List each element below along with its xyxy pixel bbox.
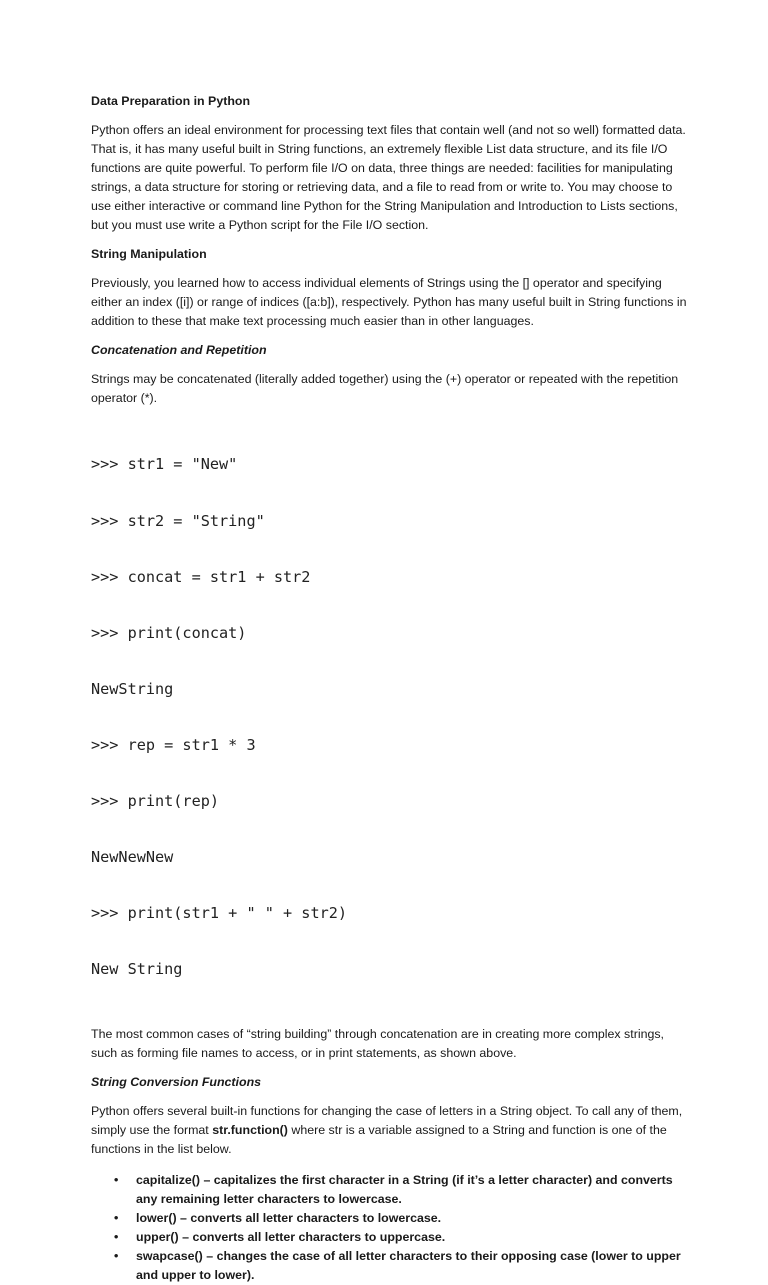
- code-line: NewString: [91, 679, 174, 698]
- intro-paragraph: Python offers an ideal environment for processing text files that contain well (and not so well) formatted data. That is, it has many useful built in String functions, an extremely flexible List data structure, and its file I/O functions are quite powerful. To perform file I/O on data, three things are needed: facilities for manipulating strings, a data structure for storing or retrieving data, and a file to read from or write to. You may choose to use either interactive or command line Python for the String Manipulation and Introduction to Lists sections, but you must use write a Python script for the File I/O section.: [91, 123, 686, 232]
- code-line: >>> str1 = "New": [91, 455, 238, 474]
- code-line: New String: [91, 960, 183, 979]
- code-block: [91, 418, 691, 1016]
- list-item-text: swapcase() – changes the case of all letter characters to their opposing case (lower to upper and upper to lower).: [136, 1249, 681, 1283]
- code-line: NewNewNew: [91, 848, 174, 867]
- list-item-text: lower() – converts all letter characters to lowercase.: [136, 1211, 442, 1226]
- bullet-icon: •: [114, 1249, 119, 1264]
- code-line: >>> str2 = "String": [91, 511, 265, 530]
- concatenation-paragraph: Strings may be concatenated (literally added together) using the (+) operator or repeated with the repetition operator (*).: [91, 372, 679, 405]
- conversion-paragraph-end: where str is a variable assigned to a String and function is one of the functions in the list below.: [91, 1123, 667, 1157]
- list-item: [91, 1171, 691, 1209]
- list-item: [91, 1228, 691, 1247]
- code-line: >>> concat = str1 + str2: [91, 567, 311, 586]
- list-item: [91, 1209, 691, 1228]
- inline-code-format: str.function(): [212, 1123, 288, 1138]
- list-item-text: capitalize() – capitalizes the first character in a String (if it’s a letter character) and converts any remaining letter characters to lowercase.: [136, 1173, 673, 1207]
- document-title: Data Preparation in Python: [91, 94, 251, 108]
- concatenation-after-paragraph: The most common cases of “string building” through concatenation are in creating more complex strings, such as forming file names to access, or in print statements, as shown above.: [91, 1027, 664, 1061]
- code-line: >>> print(concat): [91, 623, 247, 642]
- string-manipulation-paragraph: Previously, you learned how to access individual elements of Strings using the [] operator and specifying either an index ([i]) or range of indices ([a:b]), respectively. Python has many useful built in String functions in addition to these that make text processing much easier than in other languages.: [91, 276, 687, 328]
- code-line: >>> rep = str1 * 3: [91, 735, 256, 754]
- bullet-icon: •: [114, 1173, 119, 1188]
- list-item: [91, 1247, 691, 1285]
- conversion-paragraph-start: Python offers several built-in functions for changing the case of letters in a String object. To call any of them, simply use the format: [91, 1104, 683, 1138]
- code-line: >>> print(rep): [91, 791, 220, 810]
- list-item-text: upper() – converts all letter characters to uppercase.: [136, 1230, 446, 1245]
- conversion-paragraph: [91, 1102, 691, 1159]
- code-line: >>> print(str1 + " " + str2): [91, 904, 348, 923]
- document-page: [91, 92, 691, 1285]
- string-manipulation-heading: String Manipulation: [91, 247, 207, 261]
- function-list: [91, 1171, 691, 1285]
- bullet-icon: •: [114, 1230, 119, 1245]
- concatenation-heading: Concatenation and Repetition: [91, 343, 267, 357]
- conversion-heading: String Conversion Functions: [91, 1075, 262, 1090]
- bullet-icon: •: [114, 1211, 119, 1226]
